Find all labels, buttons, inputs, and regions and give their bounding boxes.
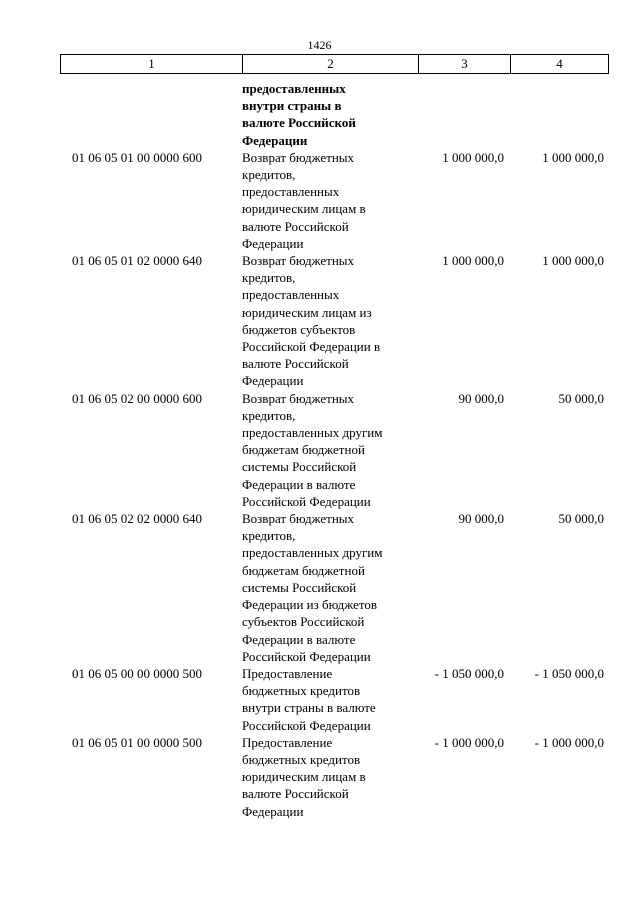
table-row (60, 149, 608, 252)
amount-col3 (418, 80, 510, 149)
amount-col4: - 1 000 000,0 (534, 734, 604, 750)
amount-col3: 1 000 000,0 (442, 149, 504, 165)
column-header-1: 1 (61, 55, 243, 74)
description-line: системы Российской (242, 459, 357, 475)
amount-col3: 90 000,0 (458, 511, 504, 527)
description-line: Предоставление (242, 734, 333, 750)
row-description (242, 665, 418, 734)
budget-code: 01 06 05 00 00 0000 500 (72, 665, 202, 681)
amount-col4: 50 000,0 (558, 390, 604, 406)
table-row (60, 510, 608, 665)
table-row (60, 252, 608, 390)
description-line: Возврат бюджетных (242, 253, 355, 269)
description-line: Возврат бюджетных (242, 390, 355, 406)
page-number: 1426 (307, 38, 332, 52)
description-line: юридическим лицам из (242, 304, 372, 320)
description-line: Возврат бюджетных (242, 511, 355, 527)
budget-code (60, 80, 242, 149)
amount-col4 (510, 80, 608, 149)
description-line: Российской Федерации (242, 493, 371, 509)
description-line: Федерации (242, 803, 304, 819)
description-line: предоставленных другим (242, 545, 383, 561)
description-line: предоставленных другим (242, 425, 383, 441)
budget-code: 01 06 05 01 00 0000 600 (72, 149, 202, 165)
amount-col4: 1 000 000,0 (542, 149, 604, 165)
description-line: валюте Российской (242, 786, 349, 802)
row-description (242, 510, 418, 665)
amount-col3: - 1 050 000,0 (434, 665, 504, 681)
table-row (60, 665, 608, 734)
description-line: бюджетам бюджетной (242, 442, 365, 458)
description-line: внутри страны в валюте (242, 700, 376, 716)
description-line: субъектов Российской (242, 614, 365, 630)
description-line: предоставленных (242, 184, 340, 200)
description-line: валюте Российской (242, 115, 356, 131)
table-row (60, 80, 608, 149)
budget-code: 01 06 05 01 00 0000 500 (72, 734, 202, 750)
description-line: Федерации (242, 132, 308, 148)
description-line: юридическим лицам в (242, 201, 366, 217)
description-line: Федерации (242, 235, 304, 251)
row-description (242, 390, 418, 510)
column-header-table (60, 54, 609, 74)
description-line: Федерации в валюте (242, 476, 356, 492)
description-line: Федерации из бюджетов (242, 597, 377, 613)
column-header-2: 2 (243, 55, 419, 74)
row-description (242, 149, 418, 252)
description-line: бюджетам бюджетной (242, 562, 365, 578)
description-line: кредитов, (242, 167, 296, 183)
description-line: юридическим лицам в (242, 769, 366, 785)
amount-col4: - 1 050 000,0 (534, 665, 604, 681)
description-line: Российской Федерации (242, 648, 371, 664)
budget-table-body (60, 80, 608, 820)
amount-col4: 50 000,0 (558, 511, 604, 527)
description-line: кредитов, (242, 270, 296, 286)
description-line: предоставленных (242, 287, 340, 303)
column-header-3: 3 (419, 55, 511, 74)
column-header-row (61, 55, 609, 74)
description-line: бюджетов субъектов (242, 321, 356, 337)
amount-col3: 90 000,0 (458, 390, 504, 406)
description-line: системы Российской (242, 579, 357, 595)
column-header-4: 4 (511, 55, 609, 74)
description-line: внутри страны в (242, 98, 342, 114)
description-line: кредитов, (242, 528, 296, 544)
budget-code: 01 06 05 02 02 0000 640 (72, 511, 202, 527)
amount-col3: 1 000 000,0 (442, 253, 504, 269)
description-line: бюджетных кредитов (242, 683, 361, 699)
description-line: валюте Российской (242, 218, 349, 234)
row-description (242, 80, 418, 149)
amount-col4: 1 000 000,0 (542, 253, 604, 269)
budget-code: 01 06 05 02 00 0000 600 (72, 390, 202, 406)
description-line: предоставленных (242, 81, 346, 96)
description-line: Возврат бюджетных (242, 149, 355, 165)
description-line: Российской Федерации (242, 717, 371, 733)
description-line: бюджетных кредитов (242, 751, 361, 767)
description-line: Российской Федерации в (242, 339, 381, 355)
description-line: валюте Российской (242, 356, 349, 372)
amount-col3: - 1 000 000,0 (434, 734, 504, 750)
budget-code: 01 06 05 01 02 0000 640 (72, 253, 202, 269)
table-row (60, 390, 608, 510)
description-line: Федерации в валюте (242, 631, 356, 647)
table-row (60, 734, 608, 820)
description-line: Федерации (242, 373, 304, 389)
row-description (242, 734, 418, 820)
description-line: кредитов, (242, 407, 296, 423)
description-line: Предоставление (242, 665, 333, 681)
row-description (242, 252, 418, 390)
